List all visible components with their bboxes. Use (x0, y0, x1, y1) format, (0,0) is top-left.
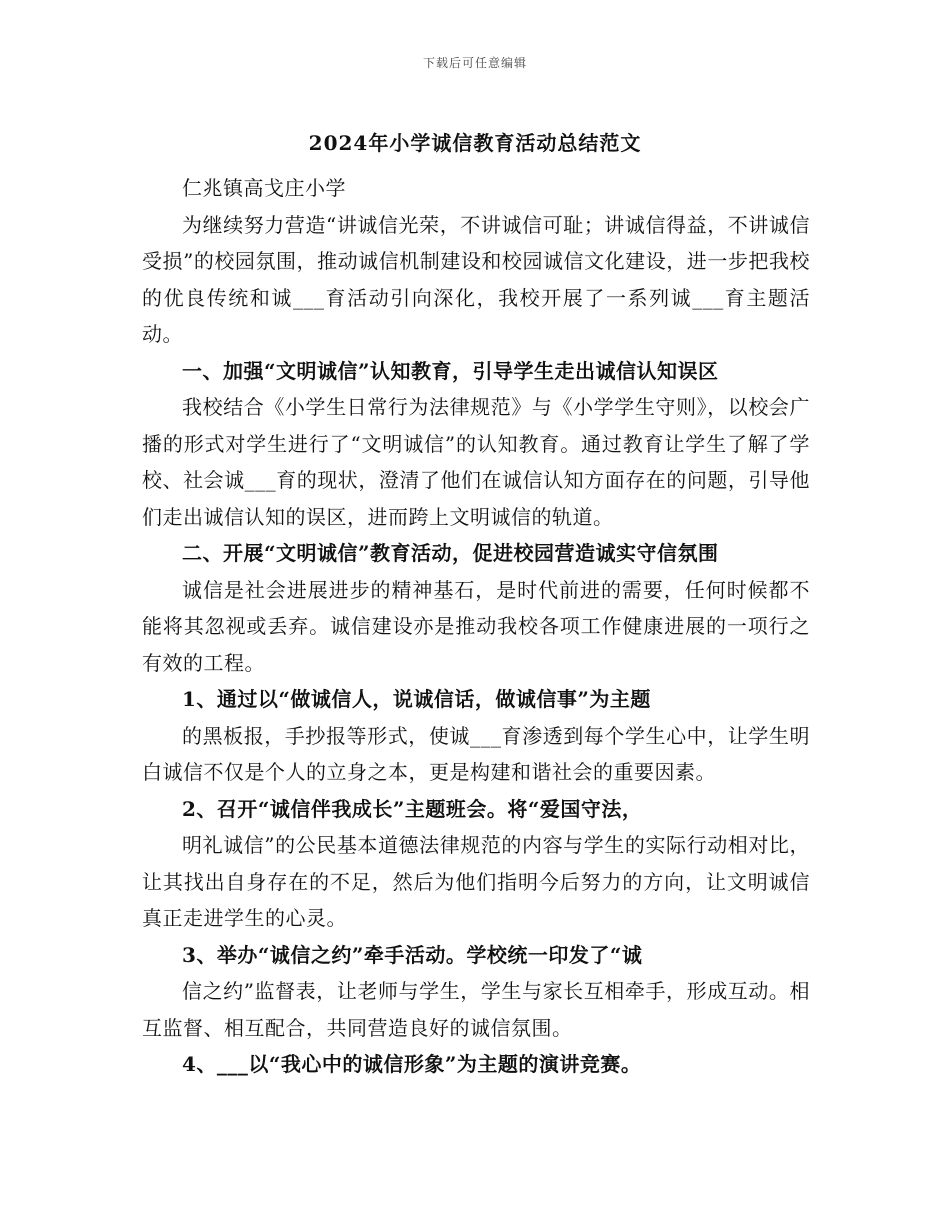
document-body (142, 170, 810, 1083)
subheading-item-3: 3、举办“诚信之约”牵手活动。学校统一印发了“诚 (182, 942, 643, 967)
subheading-item-1: 1、通过以“做诚信人，说诚信话，做诚信事”为主题 (182, 687, 651, 711)
subheading-item-4: 4、___以“我心中的诚信形象”为主题的演讲竞赛。 (182, 1052, 642, 1076)
paragraph-item-2: 明礼诚信”的公民基本道德法律规范的内容与学生的实际行动相对比，让其找出自身存在的不足，然后为他们指明今后努力的方向，让文明诚信真正走进学生的心灵。 (142, 833, 810, 930)
paragraph-section-1: 我校结合《小学生日常行为法律规范》与《小学学生守则》，以校会广播的形式对学生进行了“文明诚信”的认知教育。通过教育让学生了解了学校、社会诚___育的现状，澄清了他们在诚信认知方面存在的问题，引导他们走出诚信认知的误区，进而跨上文明诚信的轨道。 (142, 395, 810, 529)
paragraph-item-1: 的黑板报，手抄报等形式，使诚___育渗透到每个学生心中，让学生明白诚信不仅是个人的立身之本，更是构建和谐社会的重要因素。 (142, 723, 810, 784)
paragraph-school: 仁兆镇高戈庄小学 (182, 176, 346, 200)
page-header-note: 下载后可任意编辑 (422, 56, 527, 70)
section-heading-1: 一、加强“文明诚信”认知教育，引导学生走出诚信认知误区 (182, 358, 719, 383)
paragraph-intro: 为继续努力营造“讲诚信光荣，不讲诚信可耻；讲诚信得益，不讲诚信受损”的校园氛围，推动诚信机制建设和校园诚信文化建设，进一步把我校的优良传统和诚___育活动引向深化，我校开展了一系列诚___育主题活动。 (142, 212, 810, 346)
paragraph-section-2: 诚信是社会进展进步的精神基石，是时代前进的需要，任何时候都不能将其忽视或丢弃。诚信建设亦是推动我校各项工作健康进展的一项行之有效的工程。 (142, 577, 810, 675)
document-title: 2024年小学诚信教育活动总结范文 (308, 131, 642, 155)
paragraph-item-3: 信之约”监督表，让老师与学生，学生与家长互相牵手，形成互动。相互监督、相互配合，共同营造良好的诚信氛围。 (142, 979, 810, 1040)
section-heading-2: 二、开展“文明诚信”教育活动，促进校园营造诚实守信氛围 (182, 541, 719, 565)
subheading-item-2: 2、召开“诚信伴我成长”主题班会。将“爱国守法， (182, 796, 643, 821)
